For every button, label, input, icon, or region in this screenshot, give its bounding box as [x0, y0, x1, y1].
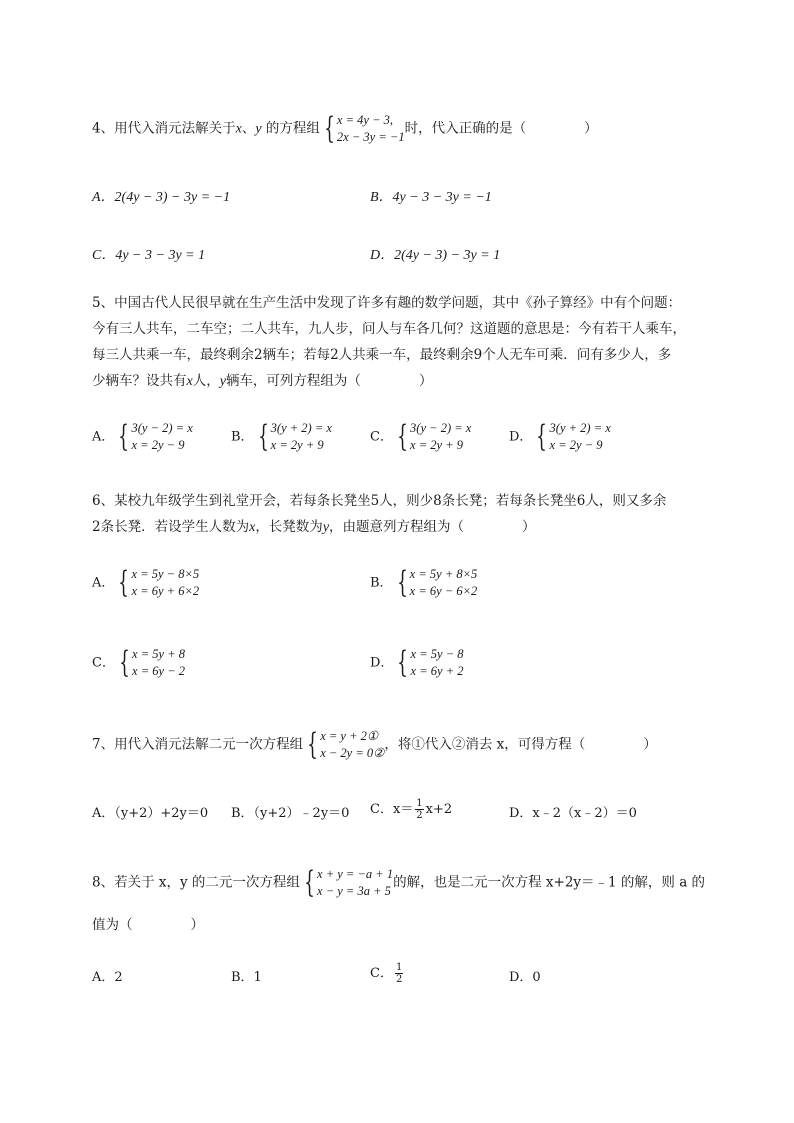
q5-line4b: 人，	[192, 373, 220, 389]
q8-option-a: A．2	[92, 970, 123, 985]
question-7	[92, 728, 742, 762]
q7-close: ）	[643, 736, 657, 753]
q6-a-eq1: x = 5y − 8×5	[131, 567, 200, 581]
q6-line2a: 2条长凳．若设学生人数为	[92, 519, 250, 535]
q8-prefix: 8、若关于 x，y 的二元一次方程组	[92, 874, 300, 891]
q5-d-eq2: x = 2y − 9	[549, 438, 603, 452]
q7-c-den: 2	[416, 810, 423, 821]
question-4	[92, 112, 742, 146]
q6-d-eq2: x = 6y + 2	[410, 664, 464, 678]
q8-c-fraction	[395, 962, 403, 985]
q8-close: ）	[190, 917, 204, 933]
q5-close: ）	[418, 373, 433, 389]
q5-line2: 今有三人共车，二车空；二人共车，九人步，问人与车各几何？这道题的意思是：今有若干人乘车，	[92, 321, 686, 337]
q5-a-eq2: x = 2y − 9	[131, 438, 185, 452]
q4-sep: 、	[241, 120, 256, 137]
q6-option-d: D． { x = 5y − 8 x = 6y + 2	[370, 645, 464, 680]
q8-line1	[92, 866, 752, 900]
q5-var-x: x	[186, 374, 193, 389]
q5-c-eq1: 3(y − 2) = x	[410, 421, 472, 435]
q7-option-c	[370, 798, 452, 821]
q4-equation-system: { x = 4y − 3, 2x − 3y = −1	[324, 111, 405, 146]
q4-option-a: A．2(4y − 3) − 3y = −1	[92, 190, 231, 205]
q4-option-d: D．2(4y − 3) − 3y = 1	[370, 248, 501, 263]
q6-close: ）	[522, 519, 536, 535]
q6-d-eq1: x = 5y − 8	[410, 647, 464, 661]
q4-mid: 的方程组	[265, 120, 320, 137]
q6-b-eq2: x = 6y − 6×2	[409, 584, 478, 598]
q5-option-a: A． { 3(y − 2) = x x = 2y − 9	[92, 419, 193, 454]
question-6	[92, 488, 742, 541]
q5-a-eq1: 3(y − 2) = x	[131, 421, 193, 435]
q8-c-den: 2	[395, 974, 403, 985]
q5-a-label: A．	[92, 429, 115, 445]
q4-var-y: y	[255, 121, 262, 137]
q4-suffix: 时，代入正确的是（	[404, 120, 527, 137]
q7-c-tail: x+2	[425, 802, 453, 817]
q7-suffix: ，将①代入②消去 x，可得方程（	[384, 736, 586, 753]
q5-b-label: B．	[231, 429, 254, 445]
q7-option-a: A．（y+2）+2y＝0	[92, 806, 209, 821]
q7-equation-system: { x = y + 2① x − 2y = 0②	[307, 727, 385, 762]
q7-option-b: B．（y+2）﹣2y＝0	[231, 806, 350, 821]
q6-b-eq1: x = 5y + 8×5	[409, 567, 478, 581]
q7-option-d: D．x﹣2（x﹣2）＝0	[509, 806, 637, 821]
q6-c-eq2: x = 6y − 2	[132, 664, 186, 678]
q6-line2c: ，由题意列方程组为（	[329, 519, 465, 535]
q6-line2b: ，长凳数为	[255, 519, 323, 535]
q8-eq2: x − y = 3a + 5	[317, 884, 391, 898]
q5-d-label: D．	[509, 429, 533, 445]
q4-close: ）	[584, 120, 598, 137]
q8-line2: 值为（	[92, 917, 133, 933]
q7-eq2: x − 2y = 0②	[320, 746, 385, 760]
q8-option-b: B．1	[231, 970, 262, 985]
q5-line3: 每三人共乘一车，最终剩余2辆车；若每2人共乘一车，最终剩余9个人无车可乘．问有多少人，多	[92, 347, 672, 363]
q7-prefix: 7、用代入消元法解二元一次方程组	[92, 736, 304, 753]
q7-c-text: C．x＝	[370, 802, 414, 817]
q5-var-y: y	[219, 374, 226, 389]
q5-option-c: C． { 3(y − 2) = x x = 2y + 9	[370, 419, 472, 454]
q6-option-a: A． { x = 5y − 8×5 x = 6y + 6×2	[92, 565, 200, 600]
q5-c-label: C．	[370, 429, 393, 445]
q5-d-eq1: 3(y + 2) = x	[549, 421, 611, 435]
q8-equation-system: { x + y = −a + 1 x − y = 3a + 5	[304, 865, 394, 900]
q6-c-eq1: x = 5y + 8	[132, 647, 186, 661]
q4-option-c: C．4y − 3 − 3y = 1	[92, 248, 206, 263]
q8-option-d: D．0	[509, 970, 541, 985]
q6-a-eq2: x = 6y + 6×2	[131, 584, 200, 598]
q4-var-x: x	[235, 121, 242, 137]
q5-line4c: 辆车，可列方程组为（	[225, 373, 361, 389]
q8-option-c	[370, 962, 405, 985]
q5-line1: 5、中国古代人民很早就在生产生活中发现了许多有趣的数学问题，其中《孙子算经》中有个问题：	[92, 295, 682, 311]
q6-option-b: B． { x = 5y + 8×5 x = 6y − 6×2	[370, 565, 478, 600]
q6-line2	[92, 514, 742, 541]
q4-option-b: B．4y − 3 − 3y = −1	[370, 190, 492, 205]
q5-c-eq2: x = 2y + 9	[410, 438, 464, 452]
q6-c-label: C．	[92, 655, 115, 671]
q6-a-label: A．	[92, 575, 115, 591]
q6-line1: 6、某校九年级学生到礼堂开会，若每条长凳坐5人，则少8条长凳；若每条长凳坐6人，则又多余	[92, 493, 667, 509]
question-8	[92, 866, 752, 900]
q8-eq1: x + y = −a + 1	[317, 867, 394, 881]
q8-suffix: 的解，也是二元一次方程 x+2y＝﹣1 的解，则 a 的	[393, 874, 706, 891]
q6-option-c: C． { x = 5y + 8 x = 6y − 2	[92, 645, 186, 680]
q6-d-label: D．	[370, 655, 394, 671]
q8-c-num: 1	[395, 962, 403, 973]
q5-option-b: B． { 3(y + 2) = x x = 2y + 9	[231, 419, 332, 454]
q6-var-x: x	[249, 520, 256, 535]
question-8-line2	[92, 912, 742, 938]
q7-c-num: 1	[416, 798, 423, 809]
q4-eq1: x = 4y − 3,	[336, 113, 394, 127]
q5-line4	[92, 368, 742, 395]
q5-option-d: D． { 3(y + 2) = x x = 2y − 9	[509, 419, 611, 454]
q6-var-y: y	[322, 520, 330, 535]
question-5	[92, 290, 742, 395]
q5-line4a: 少辆车？设共有	[92, 373, 187, 389]
q5-b-eq2: x = 2y + 9	[270, 438, 324, 452]
q7-eq1: x = y + 2①	[320, 729, 379, 743]
q6-b-label: B．	[370, 575, 393, 591]
q5-b-eq1: 3(y + 2) = x	[270, 421, 332, 435]
q4-eq2: 2x − 3y = −1	[336, 130, 405, 144]
q8-c-text: C．	[370, 966, 393, 981]
q7-c-fraction	[415, 798, 423, 821]
q4-prefix: 4、用代入消元法解关于	[92, 120, 236, 137]
